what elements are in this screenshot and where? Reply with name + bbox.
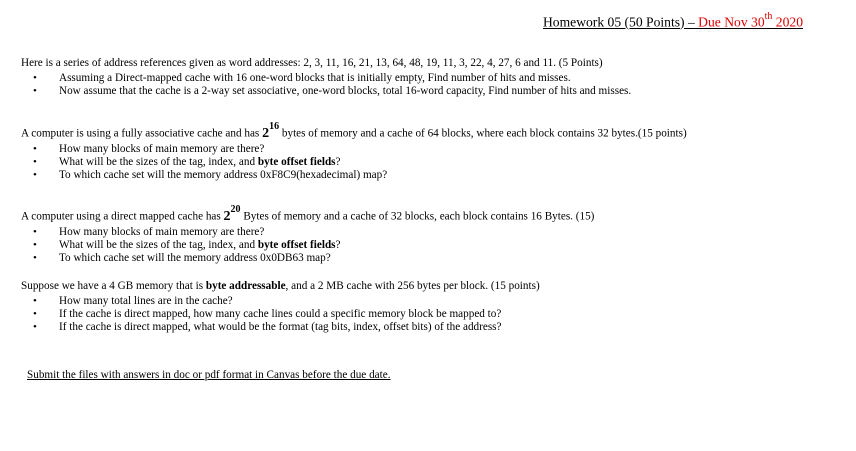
question-1-item-1: • Assuming a Direct-mapped cache with 16 one-word blocks that is initially empty, Find number of hits and misses. [21,72,841,85]
question-3-item-2-pre: What will be the sizes of the tag, index, and [59,238,258,251]
question-3-item-2 [21,239,841,252]
question-1-text: Here is a series of address references given as word addresses: 2, 3, 11, 16, 21, 13, 64, 48, 19, 11, 3, 22, 4, 27, 6 and 11. (5 Points) [21,57,603,69]
question-1 [21,57,841,98]
question-4 [21,280,841,334]
question-4-item-3: • If the cache is direct mapped, what would be the format (tag bits, index, offset bits) of the address? [21,321,841,334]
question-4-lead-bold: byte addressable [205,280,286,292]
homework-title [543,12,803,29]
question-3-lead-post: Bytes of memory and a cache of 32 blocks, each block contains 16 Bytes. (15) [240,210,595,223]
question-2-item-2 [21,156,841,169]
question-3-item-1: • How many blocks of main memory are there? [21,226,841,239]
question-2-item-2-post: ? [335,155,341,168]
question-2-lead-pre: A computer is using a fully associative cache and has [21,127,263,140]
question-2-text [21,122,841,141]
question-3-base: 2 [223,208,231,224]
question-3-power [223,204,241,224]
question-2-power [262,121,280,141]
question-2-item-1: • How many blocks of main memory are there? [21,143,841,156]
title-due-prefix: Due Nov 30 [694,14,765,30]
question-3-exponent: 20 [230,204,241,215]
question-3-item-2-post: ? [335,238,341,251]
title-main: Homework 05 (50 Points) – [542,14,695,30]
question-3-lead-pre: A computer using a direct mapped cache has [21,210,224,223]
question-4-item-1: • How many total lines are in the cache? [21,295,841,308]
question-2 [21,122,841,182]
question-2-lead-post: bytes of memory and a cache of 64 blocks, where each block contains 32 bytes.(15 points) [279,127,687,140]
question-3 [21,205,841,265]
question-2-item-2-bold: byte offset fields [257,155,336,168]
question-3-text [21,205,841,224]
question-4-list [21,295,841,334]
question-2-exponent: 16 [269,121,280,132]
question-4-item-2: • If the cache is direct mapped, how many cache lines could a specific memory block be mapped to? [21,308,841,321]
title-due-year: 2020 [772,14,803,30]
question-1-item-2: • Now assume that the cache is a 2-way set associative, one-word blocks, total 16-word capacity, Find number of hits and misses. [21,85,841,98]
question-2-item-2-pre: What will be the sizes of the tag, index, and [59,155,258,168]
question-2-base: 2 [262,125,270,141]
submit-instructions: Submit the files with answers in doc or pdf format in Canvas before the due date. [27,369,391,381]
question-4-lead-pre: Suppose we have a 4 GB memory that is [21,280,206,292]
question-3-list [21,226,841,265]
question-2-item-3: • To which cache set will the memory address 0xF8C9(hexadecimal) map? [21,169,841,182]
question-4-lead-post: , and a 2 MB cache with 256 bytes per block. (15 points) [285,280,540,292]
question-1-list [21,72,841,98]
question-4-text [21,280,841,293]
title-due-sup: th [764,11,773,22]
question-2-list [21,143,841,182]
question-3-item-2-bold: byte offset fields [257,238,336,251]
question-3-item-3: • To which cache set will the memory address 0x0DB63 map? [21,252,841,265]
